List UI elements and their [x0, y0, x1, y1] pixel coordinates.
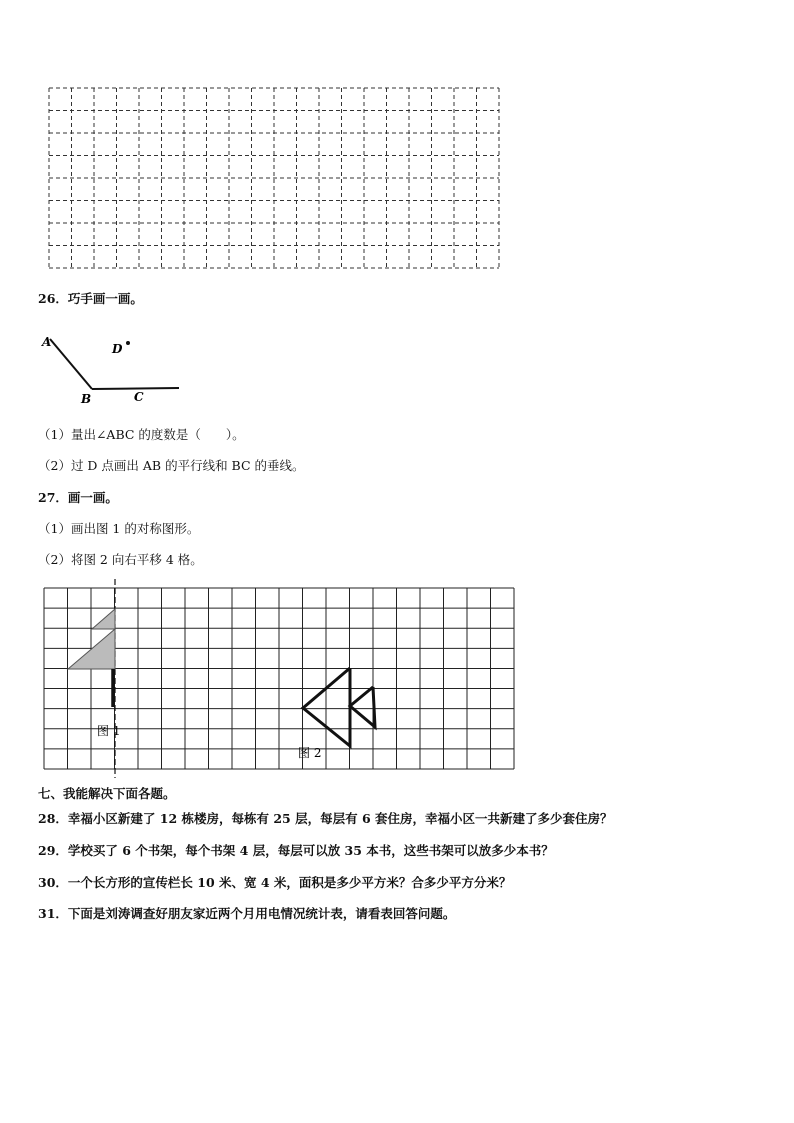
label-a: A — [42, 335, 52, 349]
q28-text: 28．幸福小区新建了 12 栋楼房，每栋有 25 层，每层有 6 套住房，幸福小区一共新建了多少套住房？ — [38, 811, 613, 826]
fig1-label: 图 1 — [97, 724, 121, 738]
q27-sub1: （1）画出图 1 的对称图形。 — [38, 521, 200, 536]
label-c: C — [134, 390, 144, 404]
ray-bc — [92, 388, 179, 389]
fig1-upper-triangle — [92, 609, 115, 629]
q26-sub2: （2）过 D 点画出 AB 的平行线和 BC 的垂线。 — [38, 458, 305, 473]
q31-text: 31．下面是刘涛调查好朋友家近两个月用电情况统计表，请看表回答问题。 — [38, 906, 456, 921]
q27-title: 27．画一画。 — [38, 490, 118, 505]
label-d: D — [112, 342, 123, 356]
fig2-small-triangle — [350, 687, 375, 727]
q30-text: 30．一个长方形的宣传栏长 10 米、宽 4 米，面积是多少平方米？合多少平方分米？ — [38, 875, 512, 890]
q26-title: 26．巧手画一画。 — [38, 291, 143, 306]
square-grid — [0, 575, 794, 785]
point-d — [126, 341, 130, 345]
dashed-grid — [0, 0, 794, 280]
label-b: B — [81, 392, 92, 406]
section7-title: 七、我能解决下面各题。 — [38, 786, 176, 801]
angle-abc-figure — [30, 325, 200, 407]
q27-sub2: （2）将图 2 向右平移 4 格。 — [38, 552, 203, 567]
q29-text: 29．学校买了 6 个书架，每个书架 4 层，每层可以放 35 本书，这些书架可以放多少本书？ — [38, 843, 554, 858]
ray-ba — [50, 339, 92, 389]
q26-sub1: （1）量出∠ABC 的度数是（ ）。 — [38, 427, 245, 442]
fig2-label: 图 2 — [298, 746, 322, 760]
